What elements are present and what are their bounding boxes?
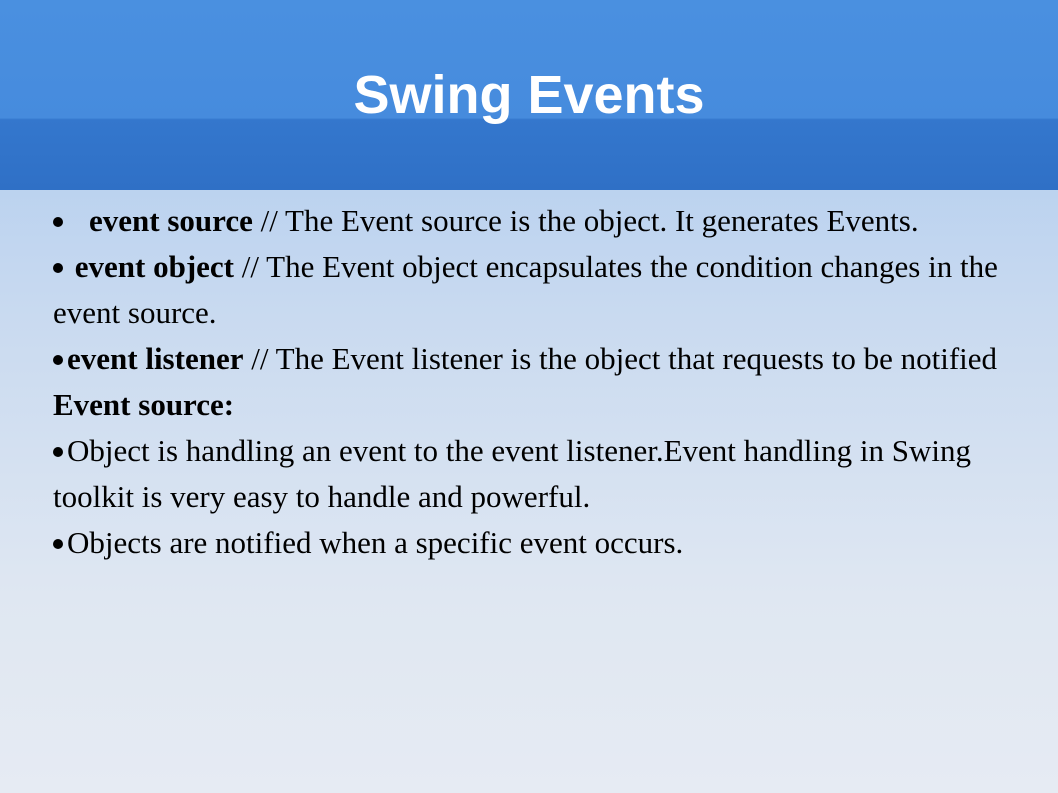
item-text: Objects are notified when a specific event occurs. bbox=[67, 525, 684, 560]
bullet-icon bbox=[53, 355, 63, 365]
bullet-icon bbox=[53, 217, 63, 227]
item-term: event object bbox=[74, 249, 234, 284]
item-text: // The Event listener is the object that requests to be notified bbox=[243, 341, 998, 376]
item-text: // The Event source is the object. It generates Events. bbox=[252, 203, 919, 238]
item-term: event listener bbox=[67, 341, 244, 376]
bullet-icon bbox=[53, 263, 63, 273]
bullet-icon bbox=[53, 539, 63, 549]
list-item bbox=[53, 198, 1003, 244]
list-item bbox=[53, 520, 1003, 566]
list-item bbox=[53, 428, 1003, 520]
slide-title: Swing Events bbox=[353, 65, 705, 125]
item-term: event source bbox=[89, 203, 253, 238]
bullet-icon bbox=[53, 447, 63, 457]
list-item bbox=[53, 336, 1003, 382]
section-heading: Event source: bbox=[53, 387, 235, 422]
list-item bbox=[53, 244, 1003, 336]
item-text: Object is handling an event to the event listener.Event handling in Swing toolkit is very easy to handle and powerful. bbox=[53, 433, 971, 514]
slide-content bbox=[53, 198, 1003, 566]
item-text: // The Event object encapsulates the condition changes in the event source. bbox=[53, 249, 998, 330]
